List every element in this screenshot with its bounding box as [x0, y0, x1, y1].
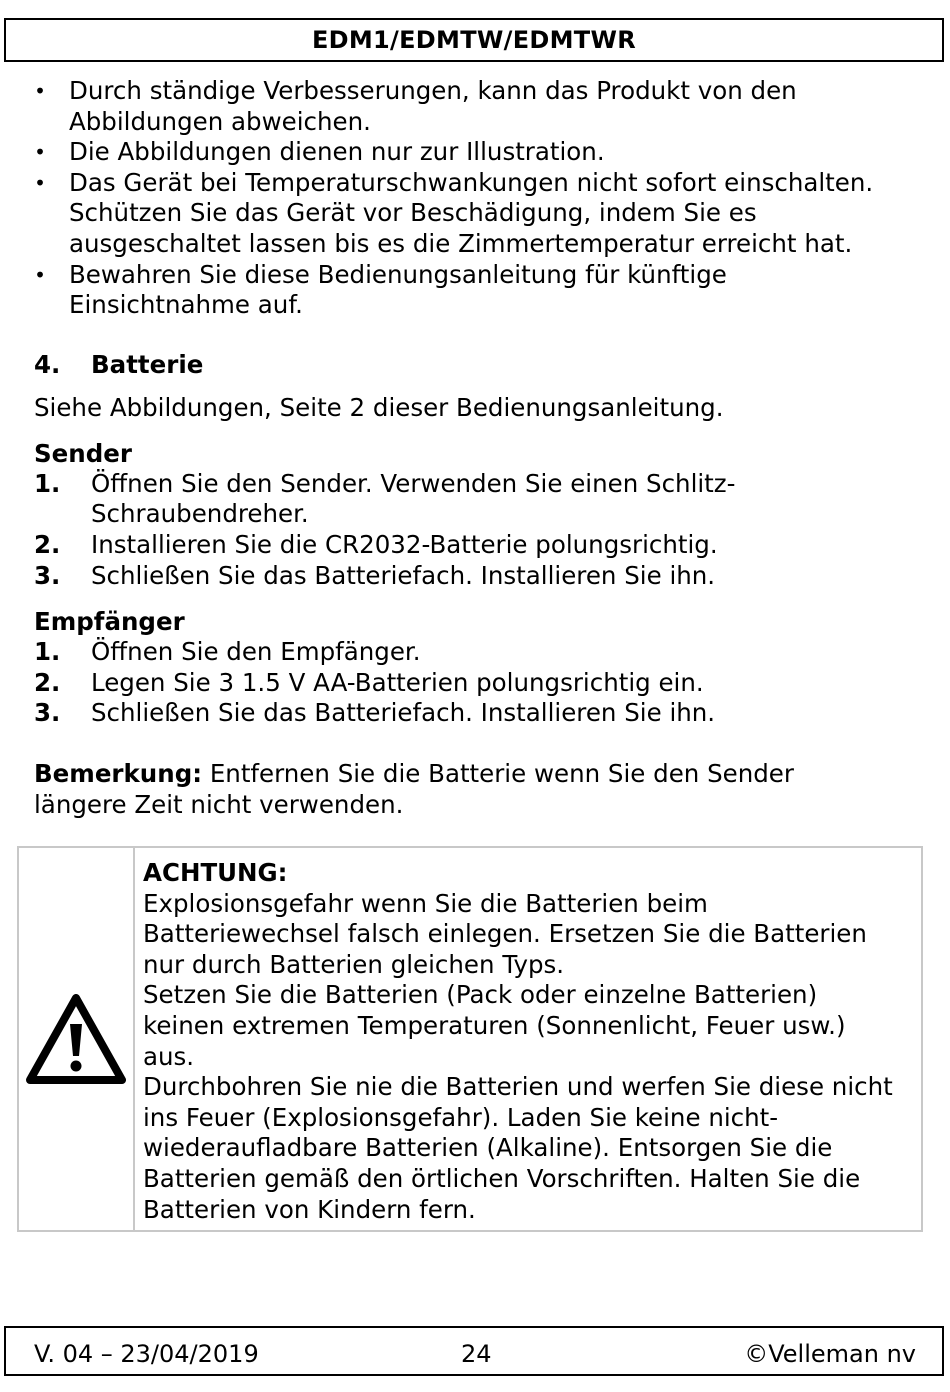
warning-line: aus. — [143, 1041, 195, 1071]
step-item — [34, 469, 934, 530]
list-item-line: Die Abbildungen dienen nur zur Illustration. — [69, 137, 605, 167]
list-item — [34, 168, 934, 260]
step-item — [34, 530, 934, 561]
step-line: Legen Sie 3 1.5 V AA-Batterien polungsrichtig ein. — [91, 667, 704, 697]
warning-line: keinen extremen Temperaturen (Sonnenlicht, Feuer usw.) — [143, 1010, 846, 1040]
copyright: ©Velleman nv — [744, 1340, 916, 1368]
warning-title: ACHTUNG: — [143, 858, 288, 887]
version-date: V. 04 – 23/04/2019 — [34, 1340, 259, 1368]
receiver-heading: Empfänger — [34, 607, 185, 637]
warning-line: Durchbohren Sie nie die Batterien und werfen Sie diese nicht — [143, 1072, 893, 1102]
step-number: 2. — [34, 529, 61, 559]
remark-note — [34, 759, 934, 820]
section-intro: Siehe Abbildungen, Seite 2 dieser Bedienungsanleitung. — [34, 392, 724, 422]
warning-line: Setzen Sie die Batterien (Pack oder einzelne Batterien) — [143, 980, 818, 1010]
step-line: Installieren Sie die CR2032-Batterie polungsrichtig. — [91, 529, 718, 559]
page-content — [34, 76, 934, 820]
step-item — [34, 561, 934, 592]
page-number: 24 — [461, 1340, 492, 1368]
step-line: Schraubendreher. — [91, 499, 309, 529]
step-number: 3. — [34, 560, 61, 590]
page-header — [4, 18, 944, 62]
warning-line: ins Feuer (Explosionsgefahr). Laden Sie keine nicht- — [143, 1102, 779, 1132]
step-number: 1. — [34, 637, 61, 667]
warning-line: nur durch Batterien gleichen Typs. — [143, 949, 565, 979]
step-item — [34, 698, 934, 729]
remark-label: Bemerkung: — [34, 758, 203, 788]
list-item — [34, 76, 934, 137]
warning-text — [135, 848, 921, 1230]
warning-box — [17, 846, 923, 1232]
step-item — [34, 637, 934, 668]
warning-icon-cell — [19, 848, 135, 1230]
bullet-icon: • — [34, 170, 46, 195]
warning-triangle-icon — [26, 994, 126, 1084]
section-heading — [34, 350, 934, 380]
document-model-title: EDM1/EDMTW/EDMTWR — [311, 26, 637, 54]
list-item-line: Das Gerät bei Temperaturschwankungen nicht sofort einschalten. — [69, 167, 874, 197]
warning-line: Batterien gemäß den örtlichen Vorschriften. Halten Sie die — [143, 1163, 861, 1193]
receiver-steps — [34, 637, 934, 729]
bullet-icon: • — [34, 140, 46, 165]
step-line: Öffnen Sie den Sender. Verwenden Sie einen Schlitz- — [91, 468, 736, 498]
remark-text-line2: längere Zeit nicht verwenden. — [34, 789, 404, 819]
list-item-line: ausgeschaltet lassen bis es die Zimmertemperatur erreicht hat. — [69, 228, 853, 258]
sender-steps — [34, 469, 934, 591]
page-footer — [4, 1326, 944, 1376]
step-line: Schließen Sie das Batteriefach. Installieren Sie ihn. — [91, 560, 716, 590]
list-item-line: Einsichtnahme auf. — [69, 290, 303, 320]
step-item — [34, 668, 934, 699]
sender-heading: Sender — [34, 438, 132, 468]
section-number: 4. — [34, 349, 61, 379]
list-item-line: Schützen Sie das Gerät vor Beschädigung, indem Sie es — [69, 198, 757, 228]
remark-text: Entfernen Sie die Batterie wenn Sie den Sender — [202, 758, 794, 788]
warning-line: Batterien von Kindern fern. — [143, 1194, 476, 1224]
step-number: 1. — [34, 468, 61, 498]
step-line: Öffnen Sie den Empfänger. — [91, 637, 421, 667]
notes-list — [34, 76, 934, 321]
list-item — [34, 137, 934, 168]
warning-line: wiederaufladbare Batterien (Alkaline). Entsorgen Sie die — [143, 1133, 833, 1163]
list-item-line: Durch ständige Verbesserungen, kann das Produkt von den — [69, 76, 797, 105]
step-number: 2. — [34, 667, 61, 697]
bullet-icon: • — [34, 79, 46, 103]
step-number: 3. — [34, 698, 61, 728]
bullet-icon: • — [34, 262, 46, 287]
list-item-line: Abbildungen abweichen. — [69, 106, 371, 136]
step-line: Schließen Sie das Batteriefach. Installieren Sie ihn. — [91, 698, 716, 728]
warning-line: Explosionsgefahr wenn Sie die Batterien beim — [143, 888, 708, 918]
list-item-line: Bewahren Sie diese Bedienungsanleitung für künftige — [69, 259, 727, 289]
warning-line: Batteriewechsel falsch einlegen. Ersetzen Sie die Batterien — [143, 919, 867, 949]
list-item — [34, 260, 934, 321]
section-title: Batterie — [91, 349, 204, 379]
